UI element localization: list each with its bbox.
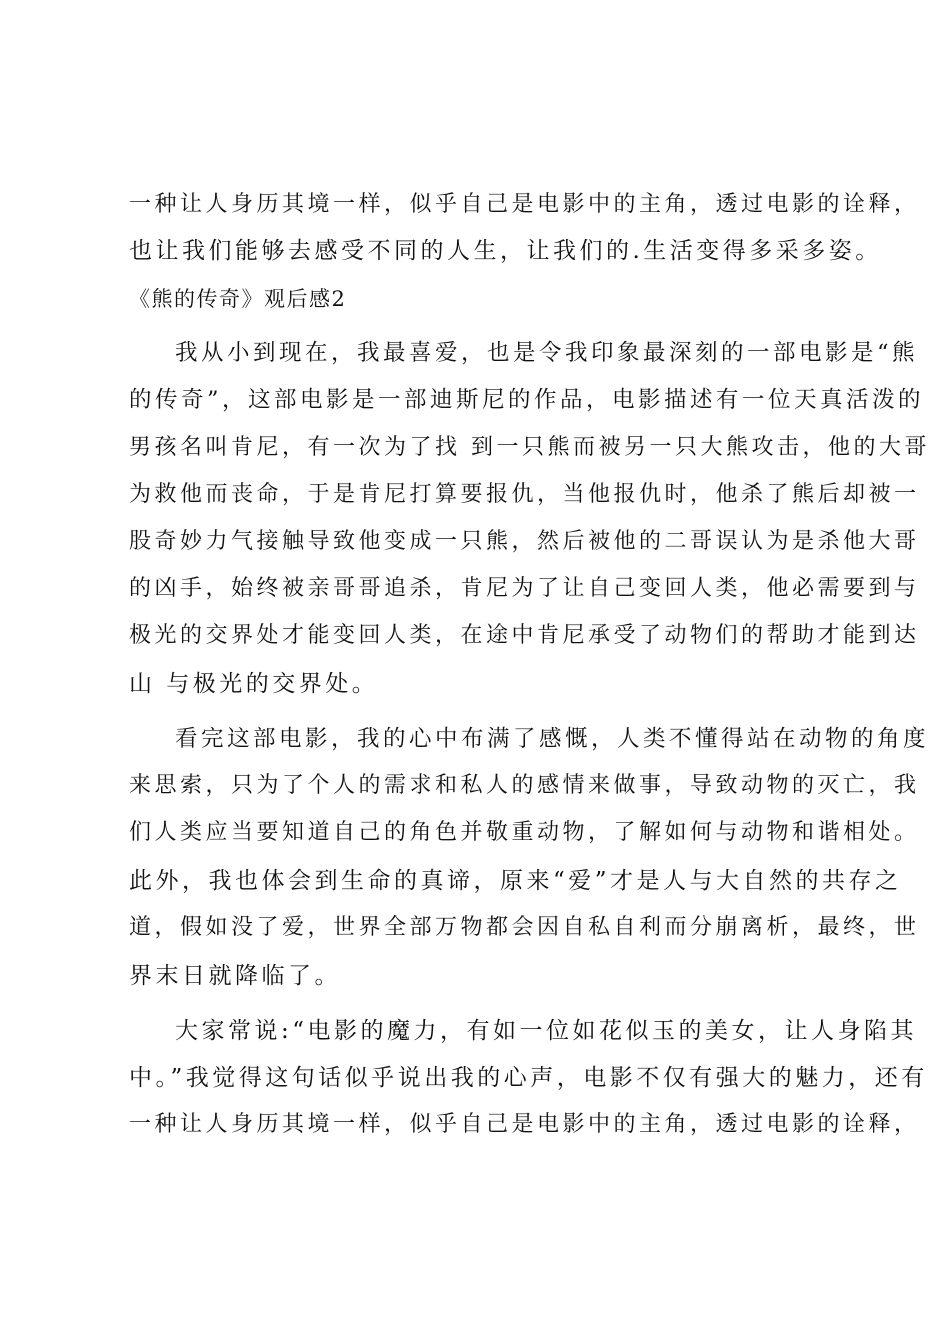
text-line: 大家常说:“电影的魔力，有如一位如花似玉的美女，让人身陷其: [175, 1018, 918, 1044]
text-line: 也让我们能够去感受不同的人生，让我们的.生活变得多采多姿。: [129, 238, 882, 264]
text-line: 一种让人身历其境一样，似乎自己是电影中的主角，透过电影的诠释，: [129, 1112, 920, 1137]
section-heading: 《熊的传奇》观后感2: [129, 287, 347, 311]
text-line: 看完这部电影，我的心中布满了感慨，人类不懂得站在动物的角度: [175, 726, 930, 752]
text-line: 道，假如没了爱，世界全部万物都会因自私自利而分崩离析，最终，世: [129, 915, 920, 940]
text-line: 此外，我也体会到生命的真谛，原来“爱”才是人与大自然的共存之: [129, 868, 902, 894]
text-line: 一种让人身历其境一样，似乎自己是电影中的主角，透过电影的诠释，: [129, 192, 920, 217]
text-line: 山 与极光的交界处。: [129, 671, 379, 697]
text-line: 极光的交界处才能变回人类，在途中肯尼承受了动物们的帮助才能到达: [129, 623, 920, 648]
text-line: 为救他而丧命，于是肯尼打算要报仇，当他报仇时，他杀了熊后却被一: [129, 482, 920, 507]
text-line: 们人类应当要知道自己的角色并敬重动物，了解如何与动物和谐相处。: [129, 820, 920, 845]
text-line: 界末日就降临了。: [129, 963, 341, 989]
text-line: 的传奇”，这部电影是一部迪斯尼的作品，电影描述有一位天真活泼的: [129, 387, 925, 413]
text-line: 中。”我觉得这句话似乎说出我的心声，电影不仅有强大的魅力，还有: [129, 1065, 928, 1091]
text-line: 男孩名叫肯尼，有一次为了找 到一只熊而被另一只大熊攻击，他的大哥: [129, 435, 930, 460]
text-line: 股奇妙力气接触导致他变成一只熊，然后被他的二哥误认为是杀他大哥: [129, 529, 920, 554]
text-line: 来思索，只为了个人的需求和私人的感情来做事，导致动物的灭亡，我: [129, 773, 920, 798]
text-line: 的凶手，始终被亲哥哥追杀，肯尼为了让自己变回人类，他必需要到与: [129, 576, 920, 601]
text-line: 我从小到现在，我最喜爱，也是令我印象最深刻的一部电影是“熊: [175, 340, 919, 366]
